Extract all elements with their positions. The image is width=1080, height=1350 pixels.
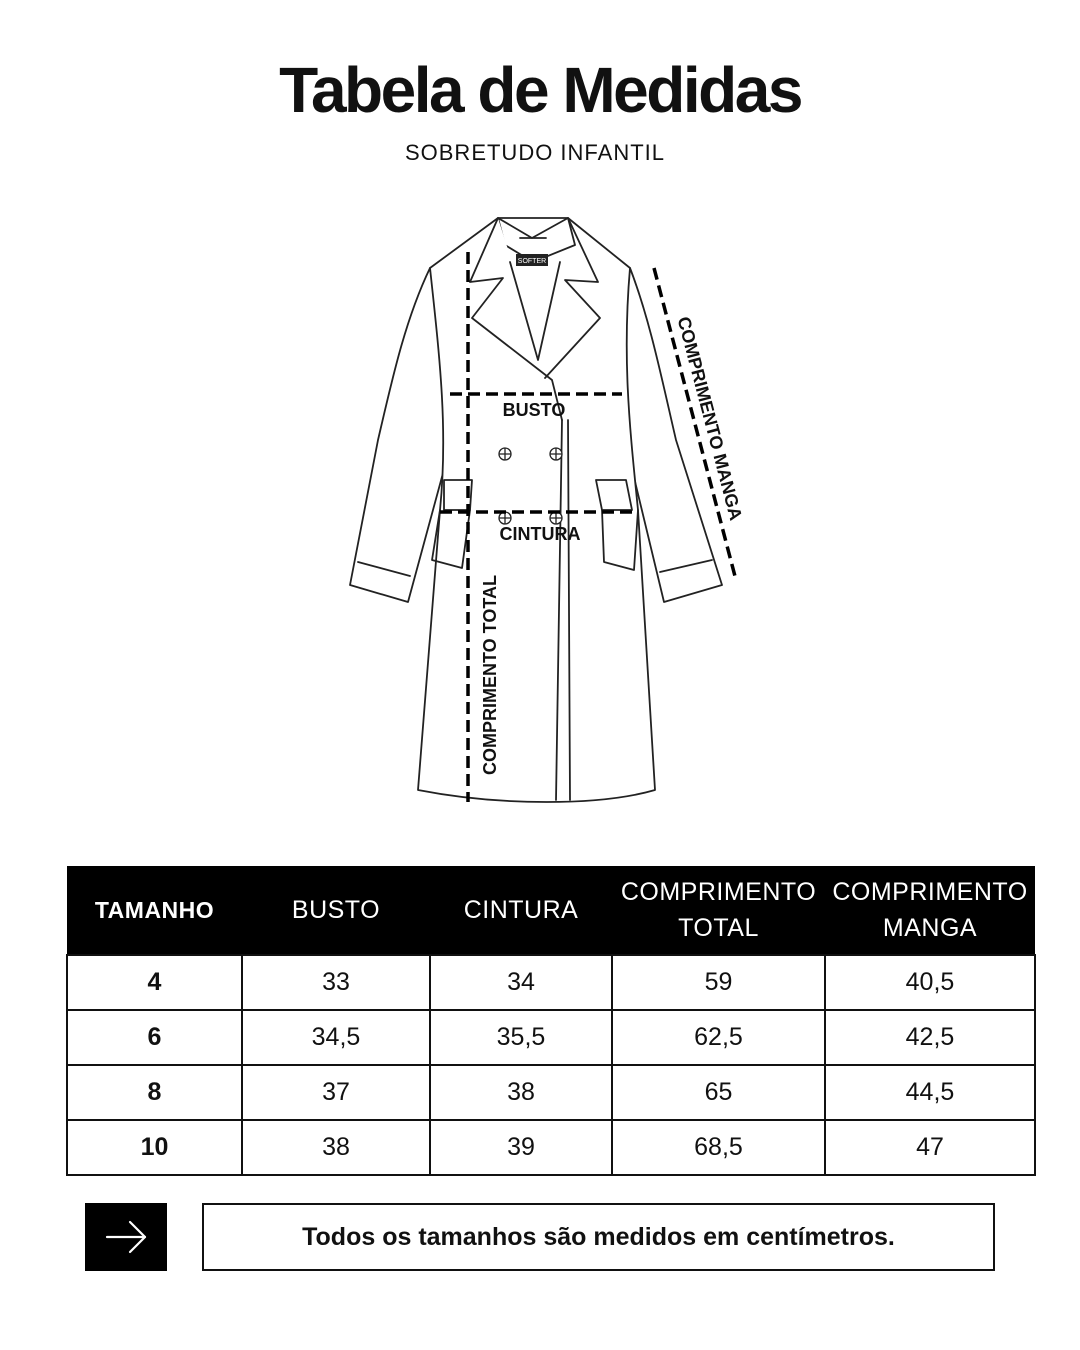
brand-tag [516, 254, 548, 266]
cell-cintura: 39 [430, 1120, 612, 1175]
cell-size: 8 [67, 1065, 242, 1120]
cell-busto: 37 [242, 1065, 430, 1120]
cell-comprimento-total: 59 [612, 955, 825, 1010]
header-tamanho: TAMANHO [67, 866, 242, 955]
page-title: Tabela de Medidas [279, 54, 801, 126]
coat-outline [350, 218, 722, 802]
cell-busto: 33 [242, 955, 430, 1010]
cell-busto: 34,5 [242, 1010, 430, 1065]
table-row [67, 1010, 1035, 1065]
cell-comprimento-manga: 47 [825, 1120, 1035, 1175]
arrow-right-icon [85, 1203, 167, 1271]
total-length-label: COMPRIMENTO TOTAL [480, 575, 500, 775]
cell-comprimento-manga: 40,5 [825, 955, 1035, 1010]
svg-text:SOFTER: SOFTER [517, 258, 547, 265]
cell-comprimento-total: 68,5 [612, 1120, 825, 1175]
bust-label: BUSTO [502, 400, 566, 420]
cell-size: 6 [67, 1010, 242, 1065]
table-row [67, 1065, 1035, 1120]
cell-cintura: 38 [430, 1065, 612, 1120]
header-comprimento-manga: COMPRIMENTO MANGA [825, 866, 1035, 955]
cell-comprimento-total: 62,5 [612, 1010, 825, 1065]
header-comprimento-total: COMPRIMENTO TOTAL [612, 866, 825, 955]
cell-busto: 38 [242, 1120, 430, 1175]
cell-cintura: 35,5 [430, 1010, 612, 1065]
table-row [67, 1120, 1035, 1175]
size-table [66, 866, 1036, 1176]
page-subtitle: SOBRETUDO INFANTIL [404, 140, 666, 165]
cell-comprimento-manga: 44,5 [825, 1065, 1035, 1120]
table-header-row [67, 866, 1035, 955]
cell-comprimento-total: 65 [612, 1065, 825, 1120]
header-cintura: CINTURA [430, 866, 612, 955]
waist-label: CINTURA [499, 524, 581, 544]
arrow-badge [85, 1203, 167, 1271]
sleeve-length-label: COMPRIMENTO MANGA [673, 314, 747, 523]
header-busto: BUSTO [242, 866, 430, 955]
units-note: Todos os tamanhos são medidos em centímetros. [202, 1203, 995, 1271]
cell-size: 10 [67, 1120, 242, 1175]
table-row [67, 955, 1035, 1010]
cell-cintura: 34 [430, 955, 612, 1010]
cell-comprimento-manga: 42,5 [825, 1010, 1035, 1065]
cell-size: 4 [67, 955, 242, 1010]
